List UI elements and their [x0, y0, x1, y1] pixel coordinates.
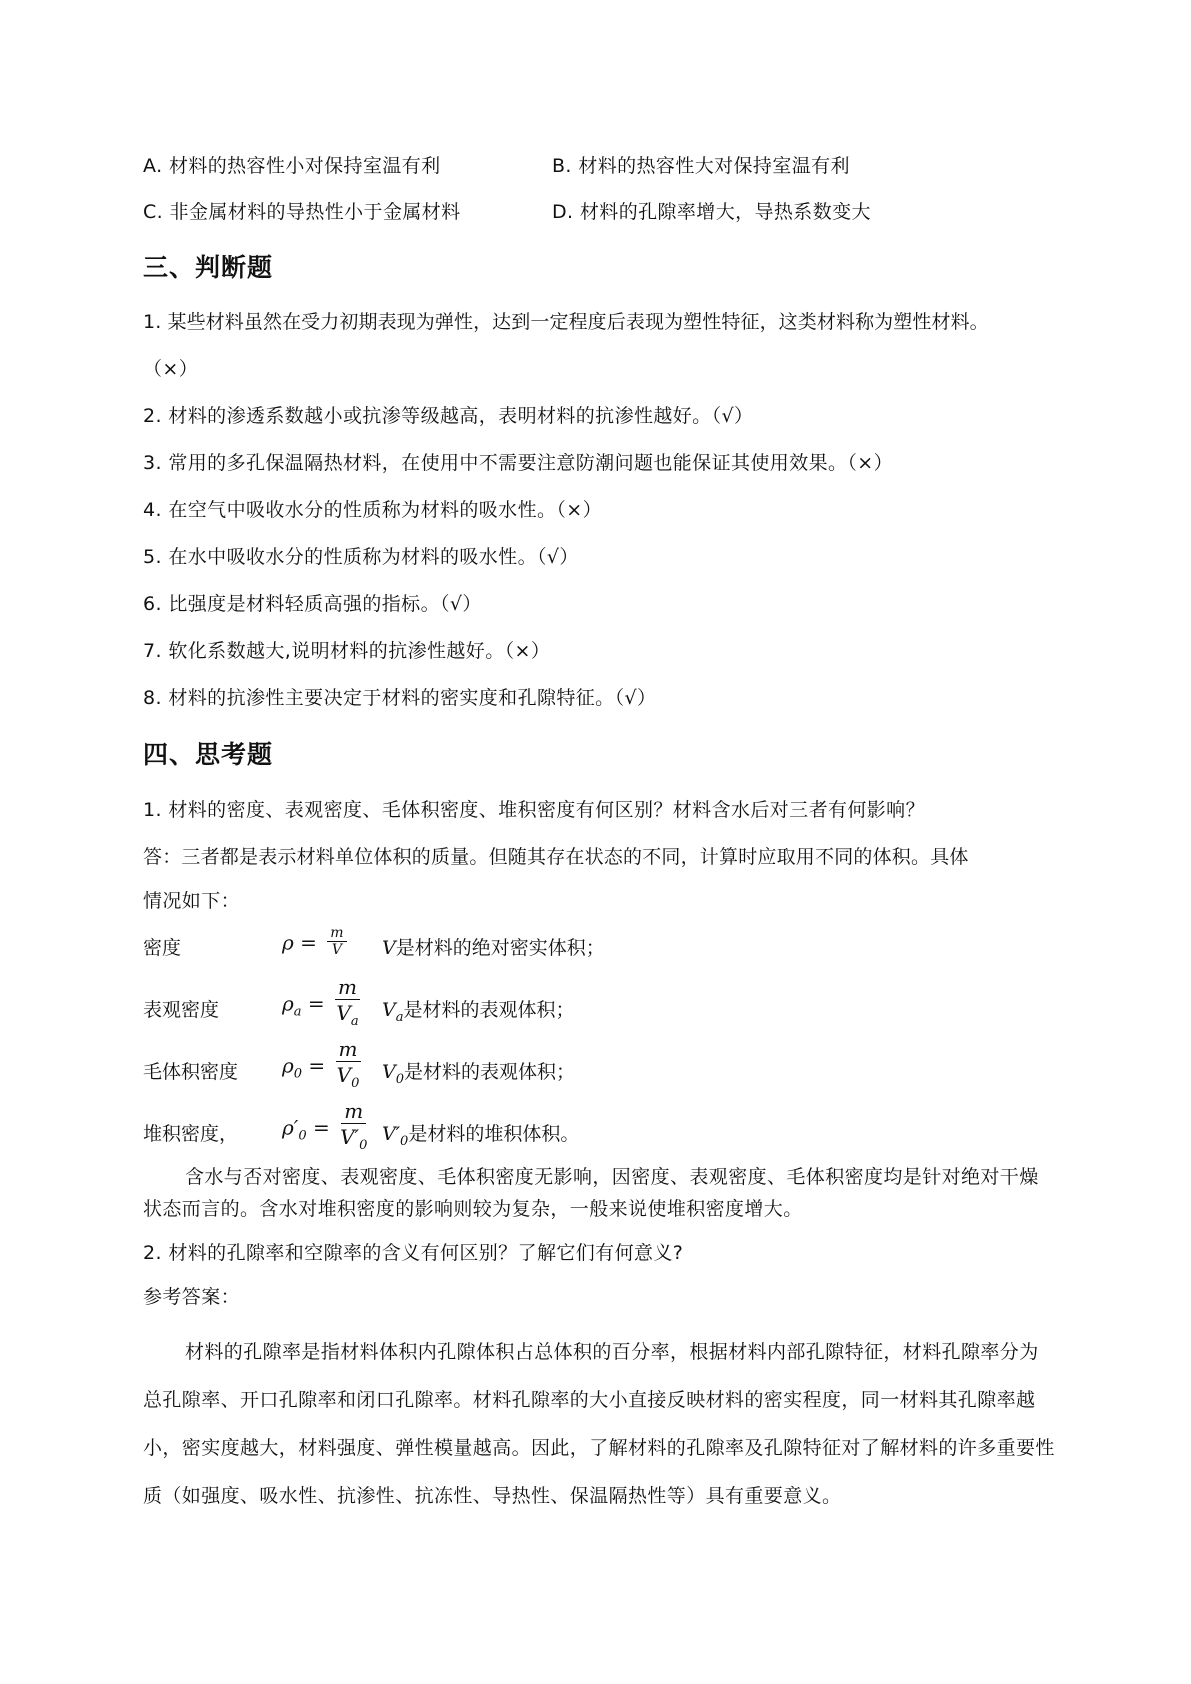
section3-q8: 8. 材料的抗渗性主要决定于材料的密实度和孔隙特征。（√）	[143, 687, 657, 709]
formula-description	[382, 1121, 579, 1155]
answer2-label: 参考答案：	[143, 1286, 241, 1308]
bulk-density-formula: $\rho_0$ = $\frac{m}{V_0}$	[282, 1037, 361, 1097]
formula-lhs-sub: 0	[293, 1066, 303, 1082]
stacking-density-formula: $\rho'_0$ = $\frac{m}{V'_0}$	[282, 1099, 367, 1159]
option-b: B. 材料的热容性大对保持室温有利	[552, 155, 850, 177]
section4-q1: 1. 材料的密度、表观密度、毛体积密度、堆积密度有何区别？材料含水后对三者有何影响？	[143, 799, 925, 821]
formula-desc-sub: a	[395, 1009, 404, 1025]
formula-den-var: V	[331, 942, 342, 958]
section3-q1-line1: 1. 某些材料虽然在受力初期表现为弹性，达到一定程度后表现为塑性特征，这类材料称为塑性材料。	[143, 311, 989, 333]
formula-lhs: ρ	[282, 1053, 294, 1078]
formula-denominator	[340, 1124, 367, 1159]
density-formula: ρ = $\frac{m}{V}$	[282, 925, 347, 963]
formula-denominator	[337, 1062, 360, 1097]
section3-q7: 7. 软化系数越大,说明材料的抗渗性越好。（×）	[143, 640, 551, 662]
formula-desc-text: 是材料的堆积体积。	[408, 1123, 580, 1145]
formula-fraction	[335, 975, 360, 1035]
section4-q2: 2. 材料的孔隙率和空隙率的含义有何区别？了解它们有何意义?	[143, 1242, 684, 1264]
section3-q4: 4. 在空气中吸收水分的性质称为材料的吸水性。（×）	[143, 499, 602, 521]
section3-q6: 6. 比强度是材料轻质高强的指标。（√）	[143, 593, 482, 615]
formula-den-var: V	[336, 1001, 351, 1025]
section4-a1-line2: 情况如下：	[143, 890, 241, 912]
formula-denominator	[336, 1000, 358, 1035]
option-d: D. 材料的孔隙率增大，导热系数变大	[552, 201, 871, 223]
formula-desc-var: V	[382, 1061, 396, 1083]
formula-desc-sub: 0	[400, 1133, 409, 1149]
formula-description	[382, 997, 575, 1031]
formula-numerator: m	[335, 975, 360, 1000]
section4-a1-line1: 答：三者都是表示材料单位体积的质量。但随其存在状态的不同，计算时应取用不同的体积。具体	[143, 846, 969, 868]
formula-desc-text: 是材料的绝对密实体积；	[395, 937, 605, 959]
formula-label: 堆积密度，	[143, 1123, 239, 1145]
formula-label: 表观密度	[143, 999, 220, 1021]
section3-q2: 2. 材料的渗透系数越小或抗渗等级越高，表明材料的抗渗性越好。（√）	[143, 405, 754, 427]
formula-numerator: m	[341, 1099, 366, 1124]
formula-desc-var: V	[382, 937, 396, 959]
formula-fraction	[327, 925, 346, 963]
formula-desc-sub: 0	[395, 1071, 405, 1087]
formula-fraction	[336, 1037, 361, 1097]
formula-numerator: m	[336, 1037, 361, 1062]
section4-title: 四、思考题	[143, 740, 274, 769]
formula-lhs-sub: a	[293, 1004, 302, 1020]
formula-lhs-sub: 0	[298, 1128, 307, 1144]
formula-den-var: V′	[340, 1125, 360, 1149]
apparent-density-formula: $\rho_a$ = $\frac{m}{V_a}$	[282, 975, 360, 1035]
answer2-paragraph: 材料的孔隙率是指材料体积内孔隙体积占总体积的百分率，根据材料内部孔隙特征，材料孔隙率分为总孔隙率、开口孔隙率和闭口孔隙率。材料孔隙率的大小直接反映材料的密实程度，同一材料其孔隙率越小，密实度越大，材料强度、弹性模量越高。因此，了解材料的孔隙率及孔隙特征对了解材料的许多重要性质（如强度、吸水性、抗渗性、抗冻性、导热性、保温隔热性等）具有重要意义。	[143, 1341, 1055, 1507]
formula-description	[382, 1059, 575, 1093]
formula-desc-var: V′	[382, 1123, 401, 1145]
formula-den-sub: a	[350, 1014, 359, 1029]
formula-fraction	[340, 1099, 367, 1159]
formula-label: 密度	[143, 937, 182, 959]
section3-q1-line2: （×）	[143, 358, 199, 380]
formula-lhs: ρ′	[282, 1115, 299, 1140]
formula-denominator	[332, 942, 342, 963]
formula-desc-var: V	[382, 999, 396, 1021]
formula-lhs: ρ	[282, 991, 294, 1016]
section3-q3: 3. 常用的多孔保温隔热材料，在使用中不需要注意防潮问题也能保证其使用效果。（×）	[143, 452, 893, 474]
option-c: C. 非金属材料的导热性小于金属材料	[143, 201, 461, 223]
formula-desc-text: 是材料的表观体积；	[403, 999, 575, 1021]
formula-den-sub: 0	[359, 1138, 368, 1153]
option-a: A. 材料的热容性小对保持室温有利	[143, 155, 441, 177]
formula-label: 毛体积密度	[143, 1061, 239, 1083]
formula-description	[382, 935, 605, 969]
formula-den-var: V	[336, 1063, 352, 1087]
formula-den-sub: 0	[351, 1076, 360, 1091]
formula-numerator: m	[327, 925, 346, 942]
answer1-paragraph: 含水与否对密度、表观密度、毛体积密度无影响，因密度、表观密度、毛体积密度均是针对绝对干燥状态而言的。含水对堆积密度的影响则较为复杂，一般来说使堆积密度增大。	[143, 1166, 1039, 1220]
section3-title: 三、判断题	[143, 253, 274, 282]
formula-desc-text: 是材料的表观体积；	[404, 1061, 576, 1083]
formula-lhs: ρ	[282, 930, 294, 955]
section3-q5: 5. 在水中吸收水分的性质称为材料的吸水性。（√）	[143, 546, 579, 568]
